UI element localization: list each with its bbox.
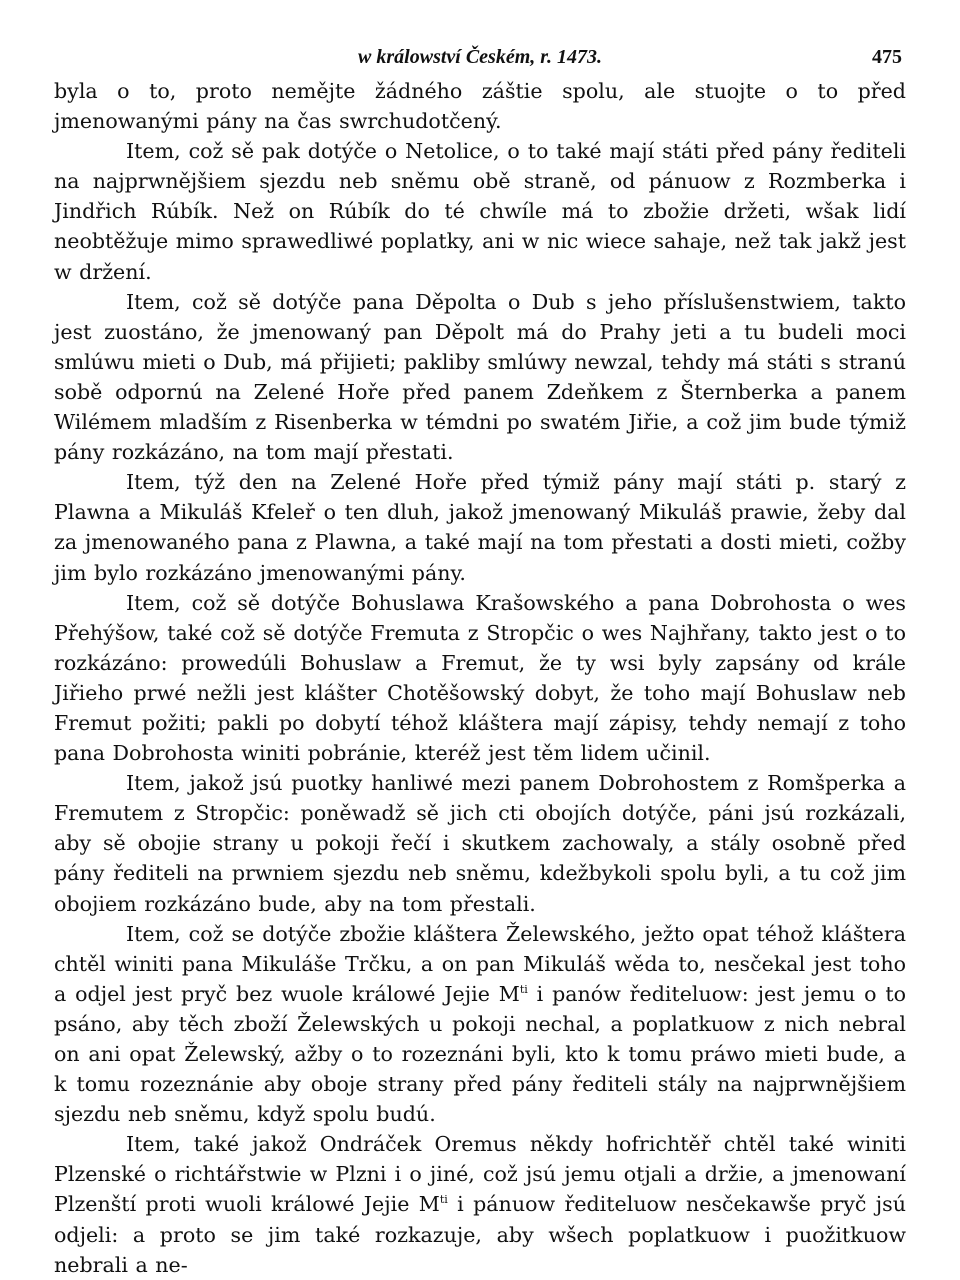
- paragraph: [54, 1129, 906, 1279]
- paragraph-text: i pánuow řediteluow nesčekawše pryč jsú odjeli: a proto se jim také rozkazuje, aby wšech poplatkuow i puožitkuow nebrali a ne-: [54, 1192, 906, 1277]
- page-header: [54, 40, 906, 76]
- paragraph: byla o to, proto nemějte žádného záštie spolu, ale stuojte o to před jmenowanými pány na čas swrchudotčený.: [54, 79, 906, 134]
- page-number: 475: [872, 46, 902, 68]
- superscript-abbreviation: ti: [519, 982, 528, 996]
- paragraph: [54, 919, 906, 1130]
- paragraph: Item, což sě dotýče Bohuslawa Krašowského a pana Dobrohosta o wes Přehýšow, také což sě dotýče Fremuta z Stropčic o wes Najhřany, takto jest o to rozkázáno: prowedúli Bohuslaw a Fremut, že ty wsi byly zapsány od krále Jiřieho prwé nežli jest klášter Chotěšowský dobyt, že toho mají Bohuslaw neb Fremut požiti; pakli po dobytí téhož kláštera mají zápisy, tehdy nemají z toho pana Dobrohosta winiti pobránie, kteréž jest těm lidem učinil.: [54, 590, 906, 766]
- paragraph: Item, týž den na Zelené Hoře před týmiž pány mají státi p. starý z Plawna a Mikuláš Kfeleř o ten dluh, jakož jmenowaný Mikuláš prawie, žeby dal za jmenowaného pana z Plawna, a také mají na tom přestati a dosti mieti, cožby jim bylo rozkázáno jmenowanými pány.: [54, 470, 906, 585]
- superscript-abbreviation: ti: [439, 1193, 448, 1207]
- body-text: [54, 76, 906, 1280]
- running-title: w králowství Českém, r. 1473.: [358, 46, 602, 68]
- paragraph: Item, jakož jsú puotky hanliwé mezi panem Dobrohostem z Romšperka a Fremutem z Stropčic: poněwadž sě jich cti obojích dotýče, páni jsú rozkázali, aby sě obojie strany u pokoji řečí i skutkem zachowaly, a stály osobně před pány řediteli na prwniem sjezdu neb sněmu, kdežbykoli spolu byli, a tu což jim obojiem rozkázáno bude, aby na tom přestali.: [54, 771, 906, 916]
- paragraph: Item, což sě pak dotýče o Netolice, o to také mají státi před pány řediteli na najprwnějšiem sjezdu neb sněmu obě straně, od pánuow z Rozmberka i Jindřich Rúbík. Než on Rúbík do té chwíle má to zbožie držeti, wšak lidí neobtěžuje mimo sprawedliwé poplatky, ani w nic wiece sahaje, než tak jakž jest w držení.: [54, 139, 906, 284]
- paragraph: Item, což sě dotýče pana Děpolta o Dub s jeho příslušenstwiem, takto jest zuostáno, že jmenowaný pan Děpolt má do Prahy jeti a tu budeli moci smlúwu mieti o Dub, má přijieti; pakliby smlúwy newzal, tehdy má státi s stranú sobě odpornú na Zelené Hoře před panem Zdeňkem z Šternberka a panem Wilémem mladším z Risenberka w témdni po swatém Jiřie, a což jim bude týmiž pány rozkázáno, na tom mají přestati.: [54, 289, 906, 465]
- paragraph-text: i panów řediteluow: jest jemu o to psáno, aby těch zboží Želewských u pokoji nechal, a poplatkuow z nich nebral on ani opat Želewský, ažby o to rozeznáni byli, kto k tomu práwo mieti bude, a k tomu rozeznánie aby oboje strany před pány řediteli stály na najprwnějšiem sjezdu neb sněmu, když spolu budú.: [54, 981, 907, 1127]
- paragraph-text: Item, což se dotýče zbožie kláštera Želewského, ježto opat téhož kláštera chtěl winiti pana Mikuláše Trčku, a on pan Mikuláš wěda to, nesčekal jest toho a odjel jest pryč bez wuole králowé Jejie M: [54, 921, 906, 1006]
- paragraph-text: Item, také jakož Ondráček Oremus někdy hofrichtěř chtěl také winiti Plzenské o richtářstwie w Plzni i o jiné, což jsú jemu otjali a držie, a jmenowaní Plzenští proti wuoli králowé Jejie M: [54, 1132, 906, 1217]
